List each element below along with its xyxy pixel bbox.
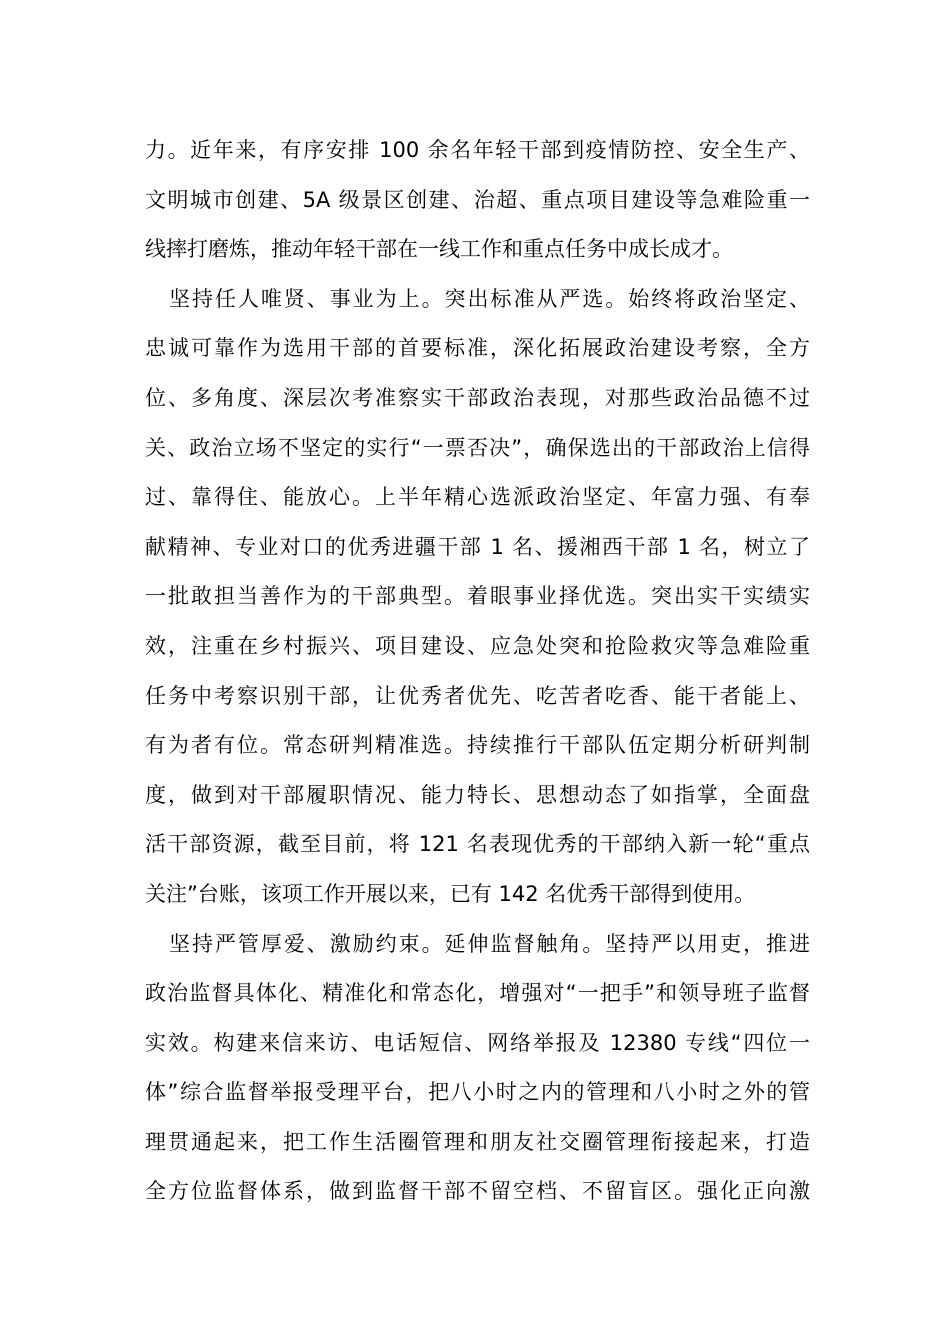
- text-line: 献精神、专业对口的优秀进疆干部 1 名、援湘西干部 1 名，树立了: [145, 534, 810, 559]
- text-line: 文明城市创建、5A 级景区创建、治超、重点项目建设等急难险重一: [145, 187, 810, 212]
- text-line: 政治监督具体化、精准化和常态化，增强对“一把手”和领导班子监督: [145, 981, 810, 1006]
- text-line: 过、靠得住、能放心。上半年精心选派政治坚定、年富力强、有奉: [145, 485, 810, 510]
- paragraph-first-line: 坚持严管厚爱、激励约束。延伸监督触角。坚持严以用吏，推进: [169, 931, 810, 956]
- text-line: 忠诚可靠作为选用干部的首要标准，深化拓展政治建设考察，全方: [145, 336, 810, 361]
- text-line: 度，做到对干部履职情况、能力特长、思想动态了如指掌，全面盘: [145, 782, 810, 807]
- text-line: 理贯通起来，把工作生活圈管理和朋友社交圈管理衔接起来，打造: [145, 1129, 810, 1154]
- text-line: 体”综合监督举报受理平台，把八小时之内的管理和八小时之外的管: [145, 1080, 810, 1105]
- text-line: 有为者有位。常态研判精准选。持续推行干部队伍定期分析研判制: [145, 733, 810, 758]
- text-line: 线摔打磨炼，推动年轻干部在一线工作和重点任务中成长成才。: [145, 237, 733, 262]
- text-line: 力。近年来，有序安排 100 余名年轻干部到疫情防控、安全生产、: [145, 138, 810, 162]
- text-line: 全方位监督体系，做到监督干部不留空档、不留盲区。强化正向激: [145, 1179, 810, 1204]
- body-text: [145, 129, 810, 1220]
- paragraph-first-line: 坚持任人唯贤、事业为上。突出标准从严选。始终将政治坚定、: [169, 286, 810, 311]
- text-line: 实效。构建来信来访、电话短信、网络举报及 12380 专线“四位一: [145, 1030, 810, 1055]
- text-line: 一批敢担当善作为的干部典型。着眼事业择优选。突出实干实绩实: [145, 584, 810, 609]
- text-line: 活干部资源，截至目前，将 121 名表现优秀的干部纳入新一轮“重点: [145, 832, 810, 857]
- text-line: 位、多角度、深层次考准察实干部政治表现，对那些政治品德不过: [145, 385, 810, 410]
- text-line: 效，注重在乡村振兴、项目建设、应急处突和抢险救灾等急难险重: [145, 633, 810, 658]
- text-line: 关注”台账，该项工作开展以来，已有 142 名优秀干部得到使用。: [145, 881, 756, 906]
- text-line: 任务中考察识别干部，让优秀者优先、吃苦者吃香、能干者能上、: [145, 683, 810, 708]
- text-line: 关、政治立场不坚定的实行“一票否决”，确保选出的干部政治上信得: [145, 435, 810, 460]
